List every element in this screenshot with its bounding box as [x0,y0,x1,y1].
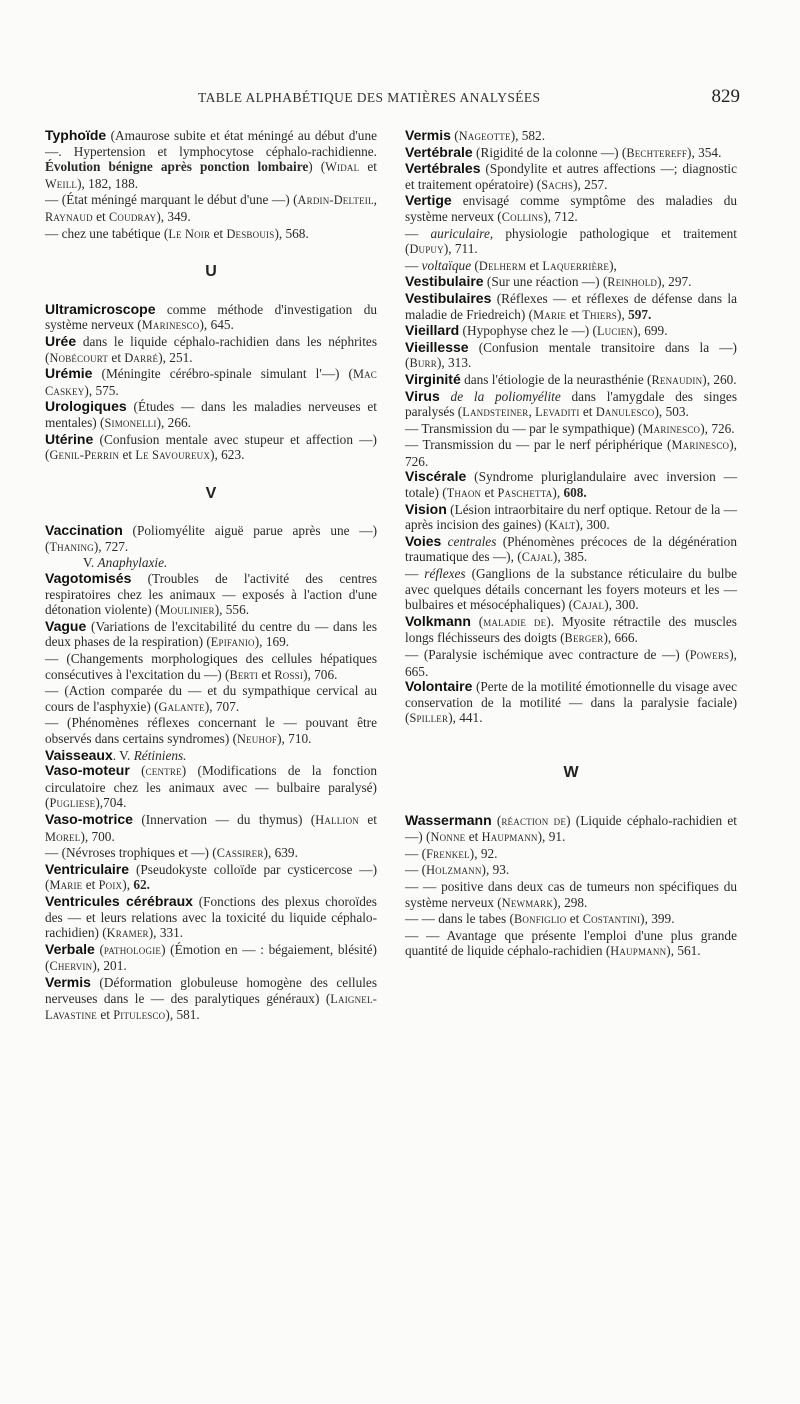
author-name: Collins [501,209,544,224]
author-name: Epifanio [210,635,255,650]
author-name: Cassirer [216,846,264,861]
entry-headword: Typhoïde [45,127,107,143]
author-name: Thaning [49,539,94,554]
index-entry-wassermann: Wassermann (réaction de) (Liquide céphalo-rachidien et —) (Nonne et Haupmann), 91. [405,811,737,845]
author-name: Haupmann [481,830,538,845]
index-entry-vestibulaire: Vestibulaire (Sur une réaction —) (Reinhold), 297. [405,273,692,290]
author-name: Coudray [109,209,157,224]
index-entry-vieillesse: Vieillesse (Confusion mentale transitoire dans la —) (Burr), 313. [405,338,737,371]
author-name: Spiller [409,711,449,726]
entry-headword: Ventricules cérébraux [45,892,193,909]
author-name: Widal [325,160,360,175]
author-name: Sachs [541,177,574,192]
author-name: Delherm [478,258,527,273]
author-name: Costantini [582,912,641,927]
index-subentry: — (Action comparée du — et du sympathique cervical au cours de l'asphyxie) (Galante), 707. [45,683,377,714]
entry-headword: Urémie [45,365,93,382]
section-letter-v: V [205,484,217,502]
author-name: Cajal [521,550,553,565]
index-subentry: — auriculaire, physiologie pathologique et traitement (Dupuy), 711. [405,225,737,257]
entry-headword: Vaisseaux [45,746,113,763]
entry-headword: Volkmann [405,612,471,629]
author-name: Marie [49,878,83,893]
index-subentry: — Transmission du — par le sympathique) (Marinesco), 726. [405,420,735,436]
index-entry-vestibulaires: Vestibulaires (Réflexes — et réflexes de défense dans la maladie de Friedreich) (Marie et Thiers), 597. [405,289,737,322]
index-entry-volkmann: Volkmann (maladie de). Myosite rétractile des muscles longs fléchisseurs des doigts (Berger), 666. [405,612,737,646]
running-title: TABLE ALPHABÉTIQUE DES MATIÈRES ANALYSÉES [198,90,541,105]
author-name: Nobécourt [49,350,109,365]
index-entry-vagotomises: Vagotomisés (Troubles de l'activité des centres respiratoires chez les animaux — exposés à l'action d'une détonation violente) (Moulinier), 556. [45,570,377,618]
section-letter-w: W [563,763,579,781]
author-name: Nonne [430,830,466,845]
right-column [405,128,737,960]
index-entry-vague: Vague (Variations de l'excitabilité du centre du — dans les deux phases de la respiration) (Epifanio), 169. [45,617,377,650]
index-subentry: — réflexes (Ganglions de la substance réticulaire du bulbe avec quelques détails concernant les foyers moteurs et les — bulbaires et mésocéphaliques) (Cajal), 300. [405,566,737,613]
entry-headword: Vision [405,500,447,517]
entry-headword: Vermis [405,127,451,143]
author-name: Marinesco [141,318,200,333]
author-name: Simonelli [104,415,157,430]
author-name: Marinesco [642,421,701,436]
index-entry-virus: Virus de la poliomyélite dans l'amygdale des singes paralysés (Landsteiner, Levaditi et Danulesco), 503. [405,387,738,420]
index-entry-uremie: Urémie (Méningite cérébro-spinale simulant l'—) (Mac Caskey), 575. [45,365,377,398]
index-subentry: — chez une tabétique (Le Noir et Desbouis), 568. [45,225,309,241]
index-subentry: — — positive dans deux cas de tumeurs non spécifiques du système nerveux (Newmark), 298. [405,878,737,910]
author-name: Laignel-Lavastine [45,991,377,1023]
entry-headword: Vieillesse [405,338,469,355]
index-subentry: — (Paralysie ischémique avec contracture de —) (Powers), 665. [405,647,737,679]
author-name: Morel [45,829,81,844]
author-name: Genil-Perrin [49,448,120,463]
index-cross-reference: V. Anaphylaxie. [83,555,168,571]
author-name: Kramer [106,926,149,941]
entry-headword: Wassermann [405,811,492,828]
author-name: Lucien [596,324,634,339]
author-name: Marie [533,307,567,322]
index-entry-volontaire: Volontaire (Perte de la motilité émotionnelle du visage avec conservation de la motilité — dans la paralysie faciale) (Spiller), 441. [405,678,737,726]
author-name: Marinesco [671,438,730,453]
author-name: Ardin-Delteil [297,193,374,208]
index-entry-vertige: Vertige envisagé comme symptôme des maladies du système nerveux (Collins), 712. [405,192,737,224]
author-name: Poix [98,878,123,893]
index-entry-vertebrales: Vertébrales (Spondylite et autres affections —; diagnostic et traitement opératoire) (Sachs), 257. [405,160,737,192]
entry-headword: Utérine [45,430,94,447]
entry-headword: Vermis [45,973,91,990]
index-entry-uterine: Utérine (Confusion mentale avec stupeur et affection —) (Genil-Perrin et Le Savoureux), 623. [45,430,377,463]
entry-headword: Vaso-motrice [45,810,133,827]
entry-headword: Ventriculaire [45,860,130,877]
index-subentry: — (Phénomènes réflexes concernant le — pouvant être observés dans certains syndromes) (Neuhof), 710. [45,715,377,746]
author-name: Pitulesco [113,1008,166,1023]
entry-headword: Virginité [405,370,461,387]
author-name: Frenkel [426,846,470,861]
index-entry-vermis: Vermis (Nageotte), 582. [405,127,546,143]
entry-headword: Urologiques [45,398,127,415]
entry-headword: Vieillard [405,322,460,339]
author-name: Kalt [549,518,576,533]
author-name: Mac Caskey [45,367,377,398]
entry-headword: Volontaire [405,678,473,695]
entry-headword: Vague [45,617,87,634]
index-subentry: — — Avantage que présente l'emploi d'une plus grande quantité de liquide céphalo-rachidien (Haupmann), 561. [405,927,737,959]
index-subentry: — (Changements morphologiques des cellules hépatiques consécutives à l'excitation du —) (Berti et Rossi), 706. [45,651,377,682]
author-name: Le Noir [168,226,211,241]
entry-headword: Vertige [405,192,452,209]
author-name: Le Savoureux [135,448,211,463]
index-subentry: — voltaïque (Delherm et Laquerrière), [405,257,617,273]
author-name: Reinhold [607,275,658,290]
author-name: Rossi [274,667,304,682]
author-name: Weill [45,176,78,191]
author-name: Newmark [501,895,554,910]
index-entry-vermis: Vermis (Déformation globuleuse homogène des cellules nerveuses dans le — des paralytiques généraux) (Laignel-Lavastine et Pitulesco), 581. [45,973,377,1023]
author-name: Bechtereff [626,145,688,160]
index-entry-vasomoteur: Vaso-moteur (centre) (Modifications de la fonction circulatoire chez les animaux avec — bulbaire paralysé) (Pugliese),704. [45,762,377,811]
author-name: Galante [158,699,205,714]
entry-headword: Virus [405,387,440,404]
author-name: Pugliese [49,796,96,811]
index-subentry: — Transmission du — par le nerf périphérique (Marinesco), 726. [405,437,737,469]
author-name: Powers [689,648,730,662]
entry-headword: Vestibulaires [405,289,492,306]
author-name: Levaditi [535,405,580,420]
entry-headword: Vestibulaire [405,273,484,290]
author-name: Landsteiner [462,405,529,420]
author-name: Renaudin [651,372,703,387]
author-name: Nageotte [458,129,511,143]
entry-headword: Vertébrales [405,160,481,177]
entry-headword: Vaso-moteur [45,762,130,779]
entry-headword: Vaccination [45,522,123,539]
entry-headword: Ultramicroscope [45,300,156,317]
author-name: Cajal [573,598,605,613]
index-subentry: — (Holzmann), 93. [405,862,510,878]
index-entry-vaccination: Vaccination (Poliomyélite aiguë parue après une —) (Thaning), 727. [45,522,377,554]
author-name: Dupuy [409,242,444,257]
entry-headword: Vertébrale [405,143,473,160]
author-name: Berti [229,667,259,682]
index-entry-voies: Voies centrales (Phénomènes précoces de la dégénération traumatique des —), (Cajal), 385. [405,532,737,565]
index-entry-vieillard: Vieillard (Hypophyse chez le —) (Lucien), 699. [405,322,668,339]
author-name: Chervin [49,959,93,974]
author-name: Raynaud [45,209,93,224]
author-name: Burr [409,356,437,371]
index-subentry: — (État méningé marquant le début d'une —) (Ardin-Delteil, Raynaud et Coudray), 349. [45,192,377,224]
author-name: Danulesco [595,405,655,420]
author-name: Hallion [315,812,360,827]
index-entry-vasomotrice: Vaso-motrice (Innervation — du thymus) (Hallion et Morel), 700. [45,810,378,844]
page-number: 829 [711,86,740,107]
author-name: Holzmann [426,863,482,878]
index-entry-uree: Urée dans le liquide céphalo-rachidien dans les néphrites (Nobécourt et Darré), 251. [45,332,377,365]
author-name: Darré [124,350,159,365]
index-entry-ventricules: Ventricules cérébraux (Fonctions des plexus choroïdes des — et leurs relations avec la toxicité du liquide céphalo-rachidien) (Kramer), 331. [45,892,377,941]
index-entry-virginite: Virginité dans l'étiologie de la neurasthénie (Renaudin), 260. [405,370,737,387]
author-name: Thiers [582,307,618,322]
page-header [40,86,740,114]
entry-headword: Verbale [45,940,95,957]
author-name: Neuhof [237,732,278,746]
index-entry-vertebrale: Vertébrale (Rigidité de la colonne —) (Bechtereff), 354. [405,143,722,160]
index-entry-vision: Vision (Lésion intraorbitaire du nerf optique. Retour de la — après incision des gaines) (Kalt), 300. [405,500,737,533]
author-name: Thaon [446,486,482,501]
index-entry-typhoide: Typhoïde (Amaurose subite et état méningé au début d'une —. Hypertension et lymphocytose céphalo-rachidienne. Évolution bénigne après ponction lombaire) (Widal et Weill), 182, 188. [45,127,377,191]
index-subentry: — (Frenkel), 92. [405,845,498,861]
section-letter-u: U [205,263,217,281]
entry-headword: Voies [405,532,442,549]
index-entry-vaisseaux: Vaisseaux. V. Rétiniens. [45,746,187,763]
index-entry-ventriculaire: Ventriculaire (Pseudokyste colloïde par cysticercose —) (Marie et Poix), 62. [45,860,377,893]
index-entry-viscerale: Viscérale (Syndrome pluriglandulaire avec inversion — totale) (Thaon et Paschetta), 608. [405,468,737,501]
index-subentry: — — dans le tabes (Bonfiglio et Costantini), 399. [405,911,675,927]
author-name: Paschetta [497,486,553,501]
entry-headword: Vagotomisés [45,570,132,587]
author-name: Laquerrière [542,258,610,273]
index-entry-urologiques: Urologiques (Études — dans les maladies nerveuses et mentales) (Simonelli), 266. [45,398,377,430]
author-name: Moulinier [159,603,215,618]
entry-headword: Viscérale [405,468,467,485]
index-entry-ultramicroscope: Ultramicroscope comme méthode d'investigation du système nerveux (Marinesco), 645. [45,300,377,333]
entry-headword: Urée [45,332,77,349]
author-name: Bonfiglio [513,912,567,927]
left-column [45,128,377,1024]
author-name: Desbouis [226,226,275,241]
index-subentry: — (Névroses trophiques et —) (Cassirer), 639. [45,845,298,861]
index-entry-verbale: Verbale (pathologie) (Émotion en — : bégaiement, blésité) (Chervin), 201. [45,940,377,974]
author-name: Haupmann [610,944,667,959]
author-name: Berger [564,631,604,646]
